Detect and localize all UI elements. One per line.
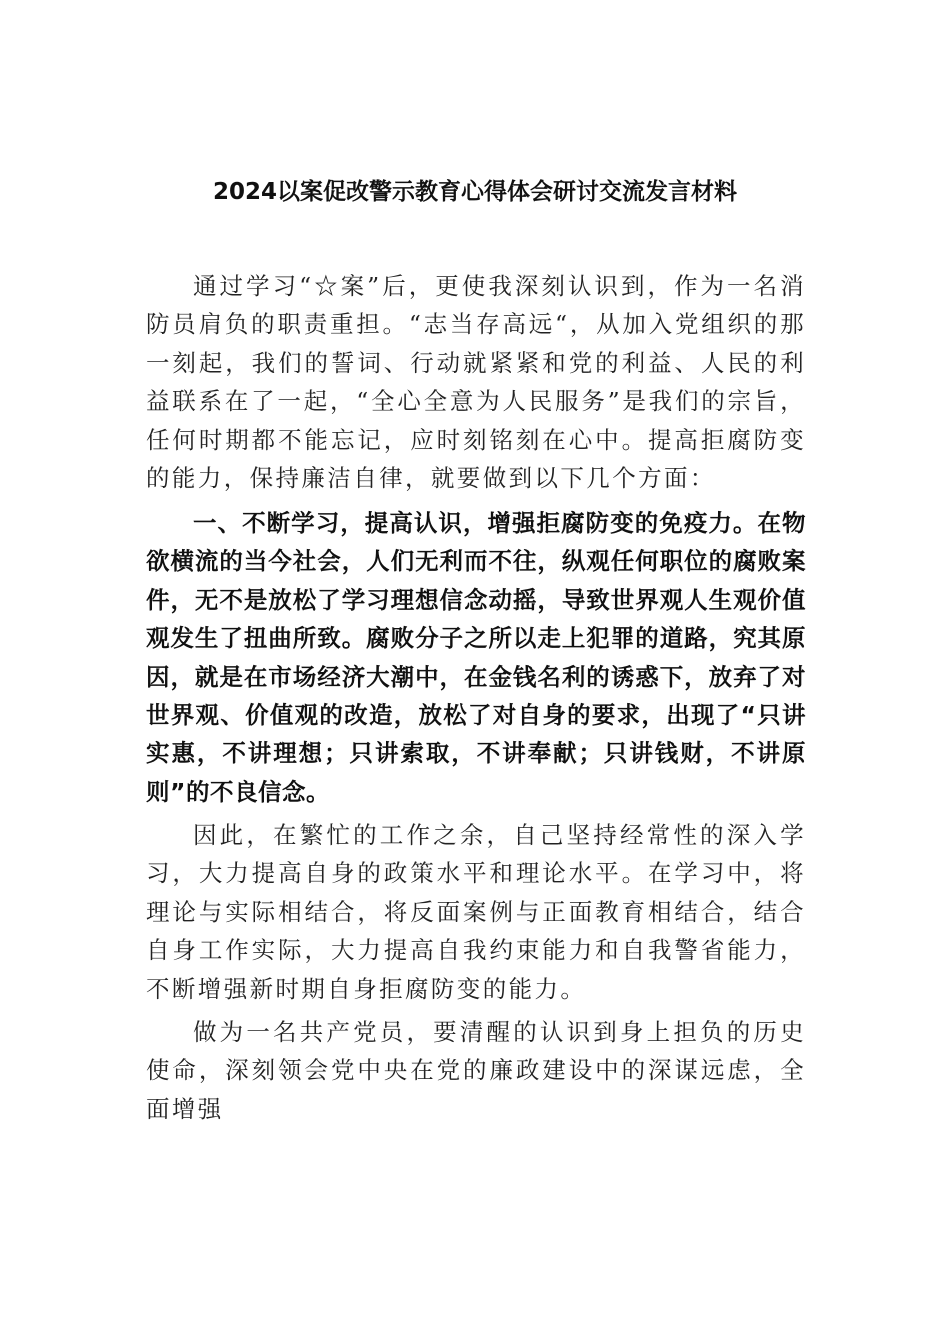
document-title: 2024以案促改警示教育心得体会研讨交流发言材料 xyxy=(212,179,737,205)
body-paragraph-1: 通过学习“☆案”后，更使我深刻认识到，作为一名消防员肩负的职责重担。“志当存高远“，从加入党组织的那一刻起，我们的誓词、行动就紧紧和党的利益、人民的利益联系在了一起，“全心全意为人民服务”是我们的宗旨，任何时期都不能忘记，应时刻铭刻在心中。提高拒腐防变的能力，保持廉洁自律，就要做到以下几个方面： xyxy=(146,272,806,493)
body-paragraph-2-heading: 一、不断学习，提高认识，增强拒腐防变的免疫力。在物欲横流的当今社会，人们无利而不往，纵观任何职位的腐败案件，无不是放松了学习理想信念动摇，导致世界观人生观价值观发生了扭曲所致。腐败分子之所以走上犯罪的道路，究其原因，就是在市场经济大潮中，在金钱名利的诱惑下，放弃了对世界观、价值观的改造，放松了对自身的要求，出现了“只讲实惠，不讲理想；只讲索取，不讲奉献；只讲钱财，不讲原则”的不良信念。 xyxy=(146,509,806,806)
body-paragraph-3: 因此，在繁忙的工作之余，自己坚持经常性的深入学习，大力提高自身的政策水平和理论水平。在学习中，将理论与实际相结合，将反面案例与正面教育相结合，结合自身工作实际，大力提高自我约束能力和自我警省能力，不断增强新时期自身拒腐防变的能力。 xyxy=(146,821,806,1003)
body-paragraph-4: 做为一名共产党员，要清醒的认识到身上担负的历史使命，深刻领会党中央在党的廉政建设中的深谋远虑，全面增强 xyxy=(146,1018,806,1123)
